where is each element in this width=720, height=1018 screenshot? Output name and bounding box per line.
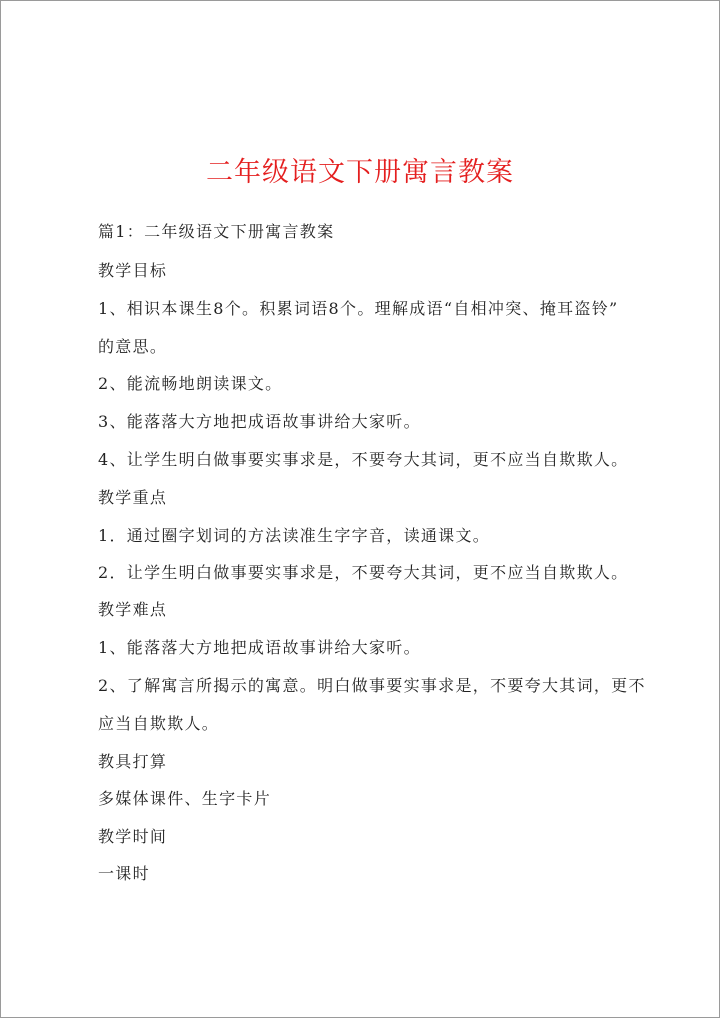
section-heading-key-points: 教学重点 xyxy=(98,488,168,507)
list-item-goal-1-continued: 的意思。 xyxy=(98,337,168,356)
list-item-goal-2: 2、能流畅地朗读课文。 xyxy=(98,374,283,393)
list-item-key-point-1: 1．通过圈字划词的方法读准生字字音，读通课文。 xyxy=(98,526,491,545)
paragraph-materials: 多媒体课件、生字卡片 xyxy=(98,789,272,808)
document-title: 二年级语文下册寓言教案 xyxy=(206,157,514,188)
section-heading-article: 篇1：二年级语文下册寓言教案 xyxy=(98,222,335,241)
list-item-goal-4: 4、让学生明白做事要实事求是，不要夸大其词，更不应当自欺欺人。 xyxy=(98,450,629,469)
list-item-goal-3: 3、能落落大方地把成语故事讲给大家听。 xyxy=(98,412,421,431)
paragraph-time: 一课时 xyxy=(98,864,150,883)
section-heading-time: 教学时间 xyxy=(98,827,168,846)
section-heading-materials: 教具打算 xyxy=(98,752,168,771)
section-heading-difficulties: 教学难点 xyxy=(98,600,168,619)
list-item-goal-1: 1、相识本课生8个。积累词语8个。理解成语“自相冲突、掩耳盗铃” xyxy=(98,299,619,318)
list-item-difficulty-2: 2、了解寓言所揭示的寓意。明白做事要实事求是，不要夸大其词，更不 xyxy=(98,676,646,695)
list-item-difficulty-1: 1、能落落大方地把成语故事讲给大家听。 xyxy=(98,638,421,657)
section-heading-goals: 教学目标 xyxy=(98,261,168,280)
list-item-difficulty-2-continued: 应当自欺欺人。 xyxy=(98,714,220,733)
list-item-key-point-2: 2．让学生明白做事要实事求是，不要夸大其词，更不应当自欺欺人。 xyxy=(98,563,629,582)
